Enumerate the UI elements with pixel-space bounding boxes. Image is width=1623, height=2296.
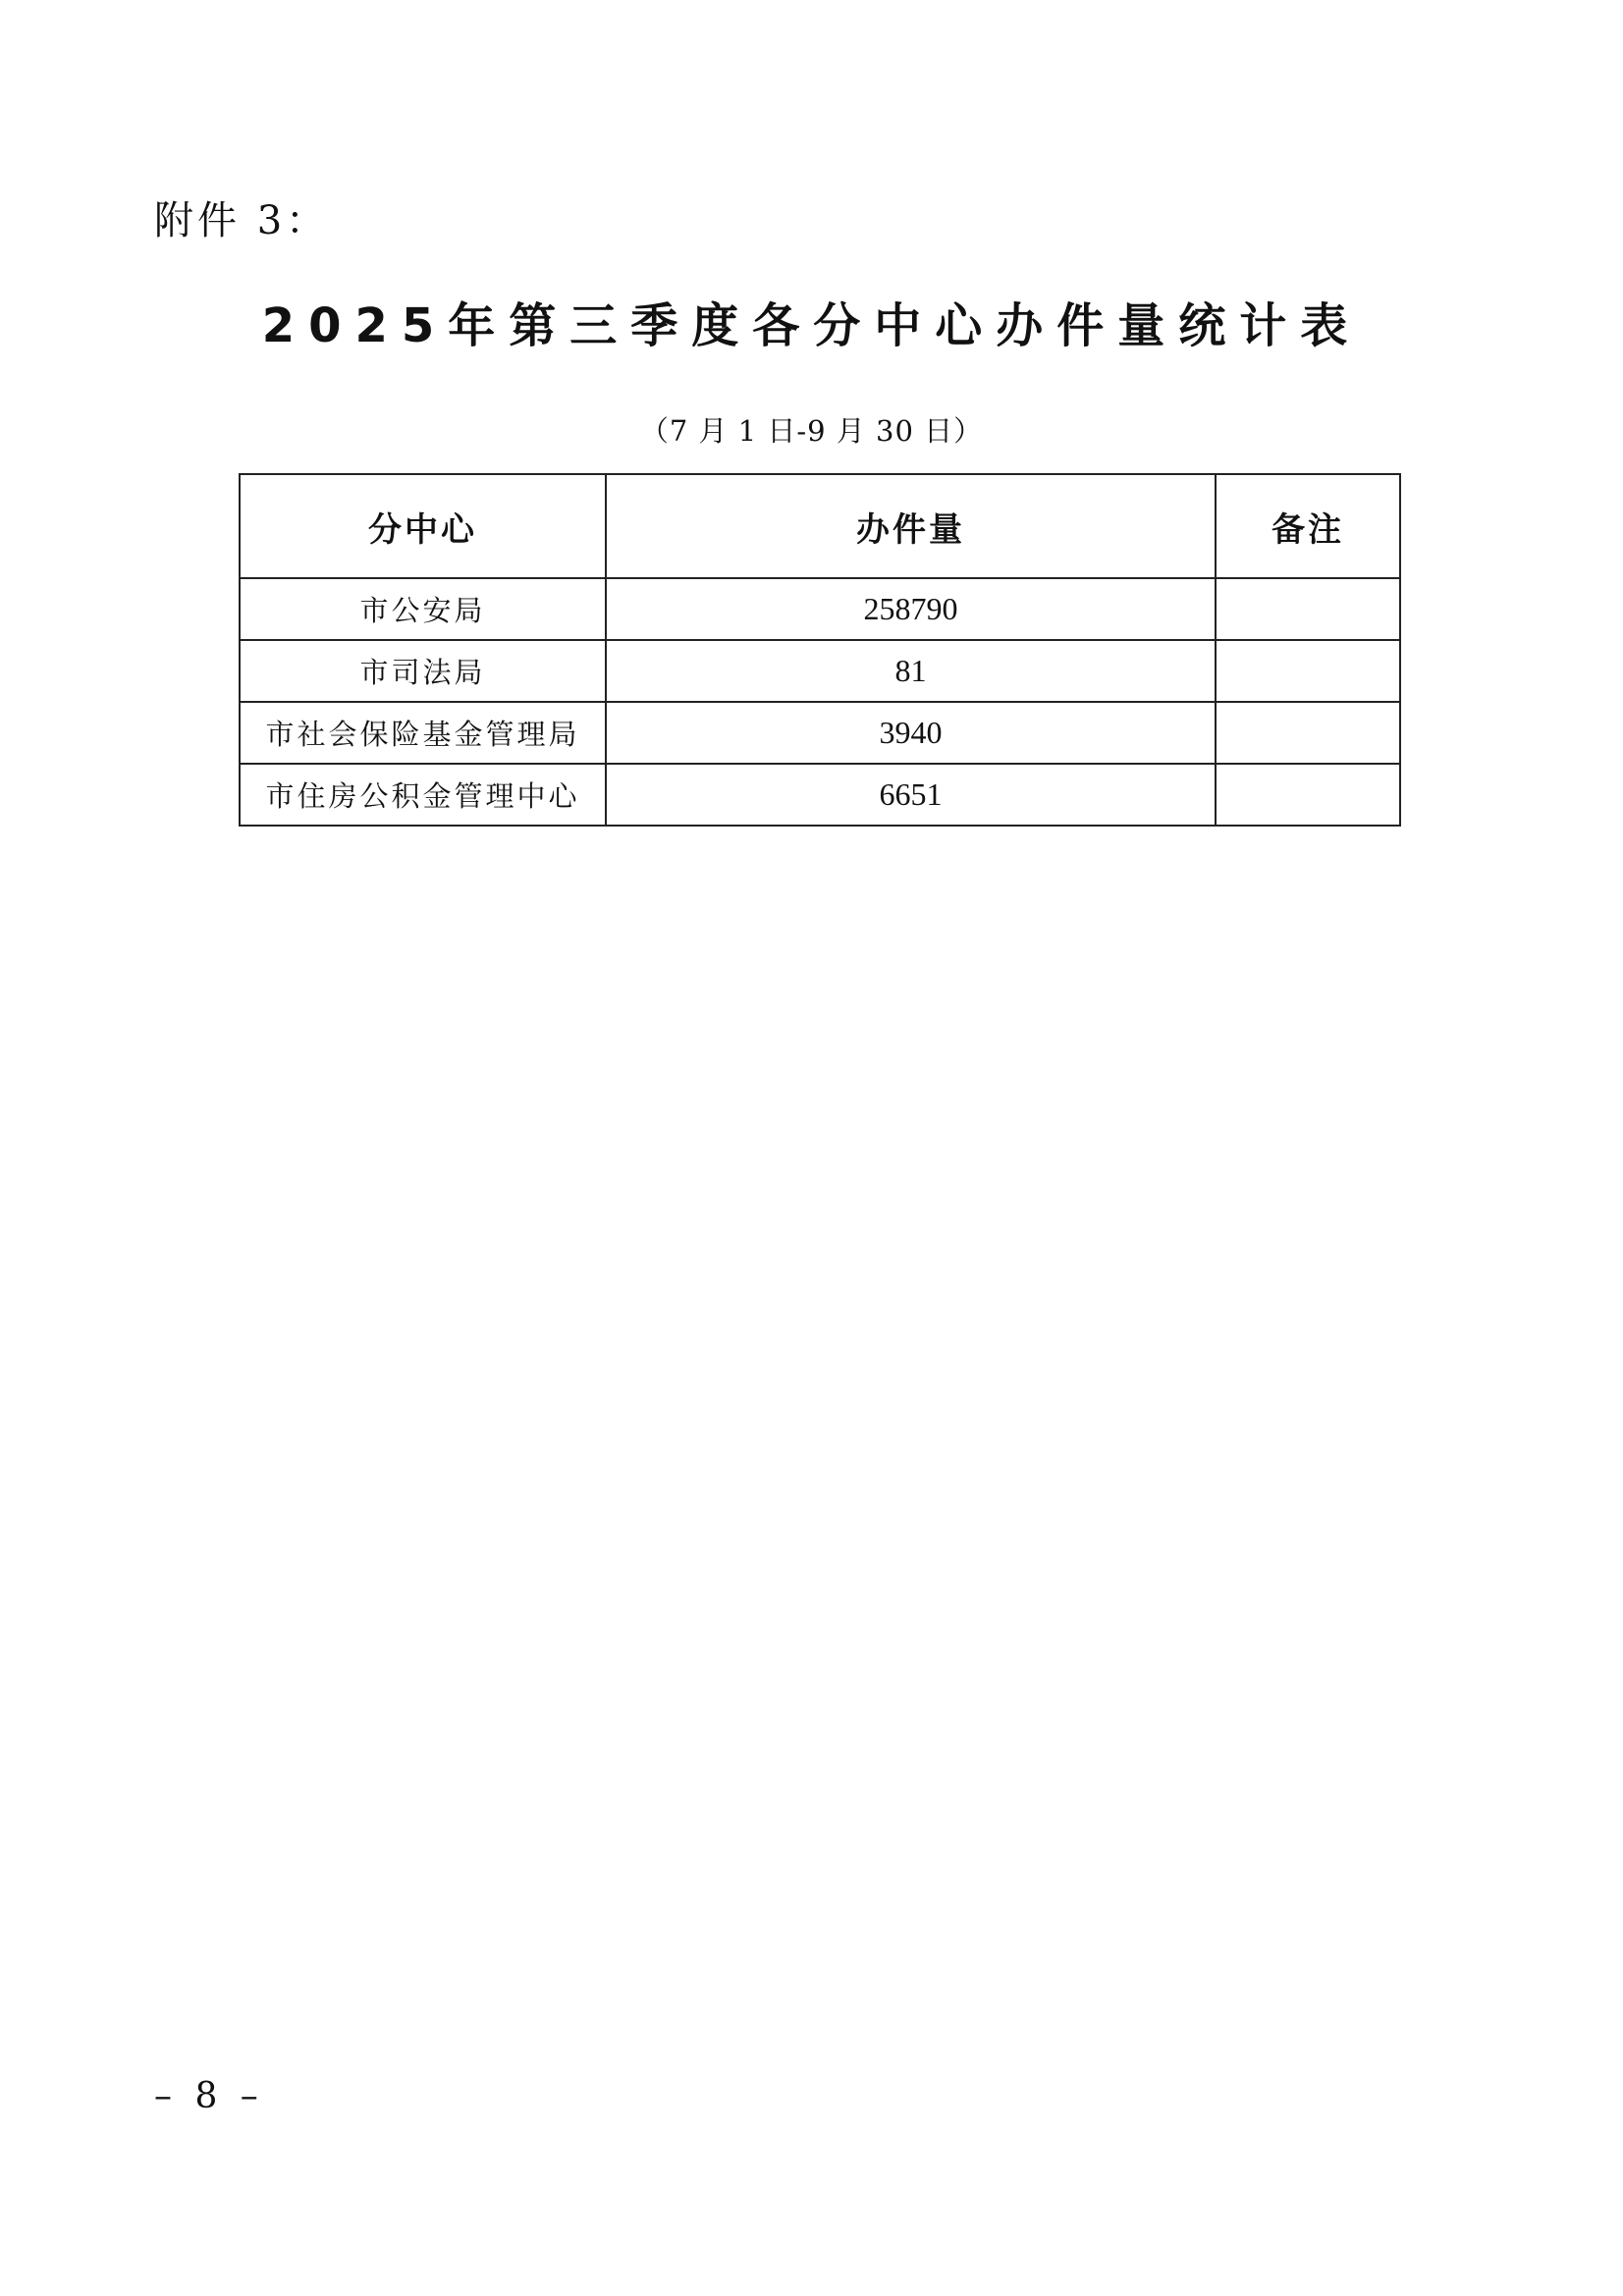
document-title: 2025年第三季度各分中心办件量统计表 [261,298,1362,353]
attachment-label: 附件 3： [154,198,330,243]
table-row [240,640,1400,702]
table-row [240,702,1400,764]
cell-center: 市公安局 [240,578,606,640]
cell-count: 258790 [606,578,1216,640]
cell-center: 市司法局 [240,640,606,702]
statistics-table [239,473,1401,827]
cell-count: 6651 [606,764,1216,826]
header-center: 分中心 [240,474,606,578]
cell-center: 市社会保险基金管理局 [240,702,606,764]
table-row [240,578,1400,640]
table-row [240,764,1400,826]
cell-note [1216,764,1400,826]
cell-center: 市住房公积金管理中心 [240,764,606,826]
cell-note [1216,578,1400,640]
table-header-row [240,474,1400,578]
date-range-subtitle: （7 月 1 日-9 月 30 日） [639,414,984,448]
cell-note [1216,702,1400,764]
header-note: 备注 [1216,474,1400,578]
page-number: – 8 – [154,2076,264,2116]
cell-note [1216,640,1400,702]
cell-count: 3940 [606,702,1216,764]
cell-count: 81 [606,640,1216,702]
header-count: 办件量 [606,474,1216,578]
